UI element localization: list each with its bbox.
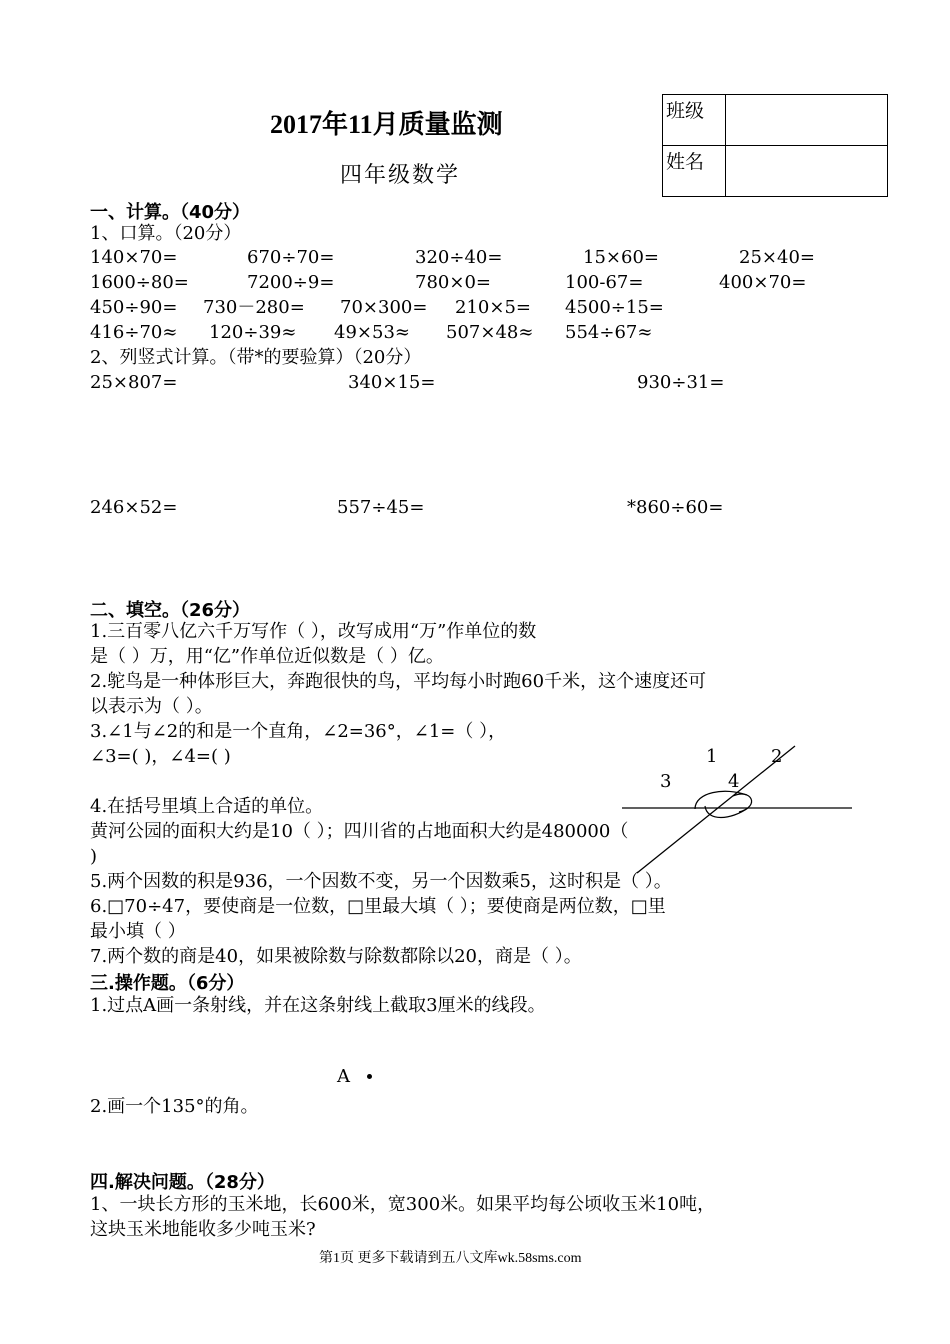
oral-calc-subheading: 1、口算。（20分） <box>90 223 242 244</box>
oral-problem: 210×5= <box>455 297 531 318</box>
name-label: 姓名 <box>663 146 726 197</box>
fill-blank-line: 1.三百零八亿六千万写作（ ），改写成用“万”作单位的数 <box>90 621 537 642</box>
oral-problem: 450÷90= <box>90 297 178 318</box>
page-footer: 第1页 更多下载请到五八文库wk.58sms.com <box>319 1251 582 1266</box>
angle-label-3: 3 <box>660 771 672 792</box>
oral-problem: 730－280= <box>203 297 305 318</box>
angle-label-2: 2 <box>771 746 783 767</box>
operation-question-2: 2.画一个135°的角。 <box>90 1096 259 1117</box>
fill-blank-line: ∠3=( )，∠4=( ) <box>90 746 231 767</box>
oral-problem: 320÷40= <box>415 247 503 268</box>
fill-blank-line: 3.∠1与∠2的和是一个直角，∠2=36°，∠1=（ ）， <box>90 721 507 742</box>
oral-problem: 120÷39≈ <box>209 322 297 343</box>
oral-problem: 554÷67≈ <box>565 322 653 343</box>
class-label: 班级 <box>663 95 726 146</box>
class-field[interactable] <box>726 95 888 146</box>
oral-problem: 140×70= <box>90 247 178 268</box>
fill-blank-line: 6.□70÷47，要使商是一位数，□里最大填（ ）；要使商是两位数，□里 <box>90 896 666 917</box>
oral-problem: 780×0= <box>415 272 491 293</box>
oral-problem: 15×60= <box>583 247 659 268</box>
point-a-dot <box>367 1074 372 1079</box>
vertical-calc-subheading: 2、列竖式计算。（带*的要验算）（20分） <box>90 347 422 368</box>
fill-blank-line: 以表示为（ ）。 <box>90 696 213 717</box>
oral-problem: 416÷70≈ <box>90 322 178 343</box>
operation-question-1: 1.过点A画一条射线，并在这条射线上截取3厘米的线段。 <box>90 995 546 1016</box>
oral-problem: 400×70= <box>719 272 807 293</box>
point-a-label: A <box>337 1066 350 1087</box>
fill-blank-line: ) <box>90 846 98 867</box>
section2-heading: 二、填空。（26分） <box>90 600 251 621</box>
angle-arc <box>733 794 752 812</box>
vertical-problem: 25×807= <box>90 372 178 393</box>
fill-blank-line: 是（ ）万，用“亿”作单位近似数是（ ）亿。 <box>90 646 444 667</box>
vertical-problem: 930÷31= <box>637 372 725 393</box>
fill-blank-line: 7.两个数的商是40，如果被除数与除数都除以20，商是（ ）。 <box>90 946 582 967</box>
fill-blank-line: 最小填（ ） <box>90 921 186 942</box>
section4-heading: 四.解决问题。（28分） <box>90 1172 275 1193</box>
oral-problem: 4500÷15= <box>565 297 664 318</box>
oral-problem: 25×40= <box>739 247 815 268</box>
angle-label-1: 1 <box>706 746 718 767</box>
section3-heading: 三.操作题。（6分） <box>90 973 245 994</box>
angle-diagram <box>615 740 860 875</box>
oral-problem: 670÷70= <box>247 247 335 268</box>
oral-problem: 1600÷80= <box>90 272 189 293</box>
angle-label-4: 4 <box>728 771 740 792</box>
fill-blank-line: 4.在括号里填上合适的单位。 <box>90 796 324 817</box>
fill-blank-line: 黄河公园的面积大约是10（ ）；四川省的占地面积大约是480000（ <box>90 821 629 842</box>
vertical-problem: 246×52= <box>90 497 178 518</box>
vertical-problem: *860÷60= <box>627 497 724 518</box>
vertical-problem: 557÷45= <box>337 497 425 518</box>
oral-problem: 70×300= <box>340 297 428 318</box>
oral-problem: 507×48≈ <box>446 322 534 343</box>
page-subtitle: 四年级数学 <box>340 163 461 188</box>
vertical-problem: 340×15= <box>348 372 436 393</box>
oral-problem: 49×53≈ <box>334 322 410 343</box>
fill-blank-line: 2.鸵鸟是一种体形巨大，奔跑很快的鸟，平均每小时跑60千米，这个速度还可 <box>90 671 707 692</box>
oral-problem: 7200÷9= <box>247 272 335 293</box>
page-title: 2017年11月质量监测 <box>270 110 503 139</box>
student-info-table <box>662 94 888 197</box>
word-problem-line: 这块玉米地能收多少吨玉米? <box>90 1219 316 1240</box>
word-problem-line: 1、一块长方形的玉米地，长600米，宽300米。如果平均每公顷收玉米10吨， <box>90 1194 716 1215</box>
section1-heading: 一、计算。（40分） <box>90 202 251 223</box>
oral-problem: 100-67= <box>565 272 644 293</box>
fill-blank-line: 5.两个因数的积是936，一个因数不变，另一个因数乘5，这时积是（ ）。 <box>90 871 672 892</box>
name-field[interactable] <box>726 146 888 197</box>
